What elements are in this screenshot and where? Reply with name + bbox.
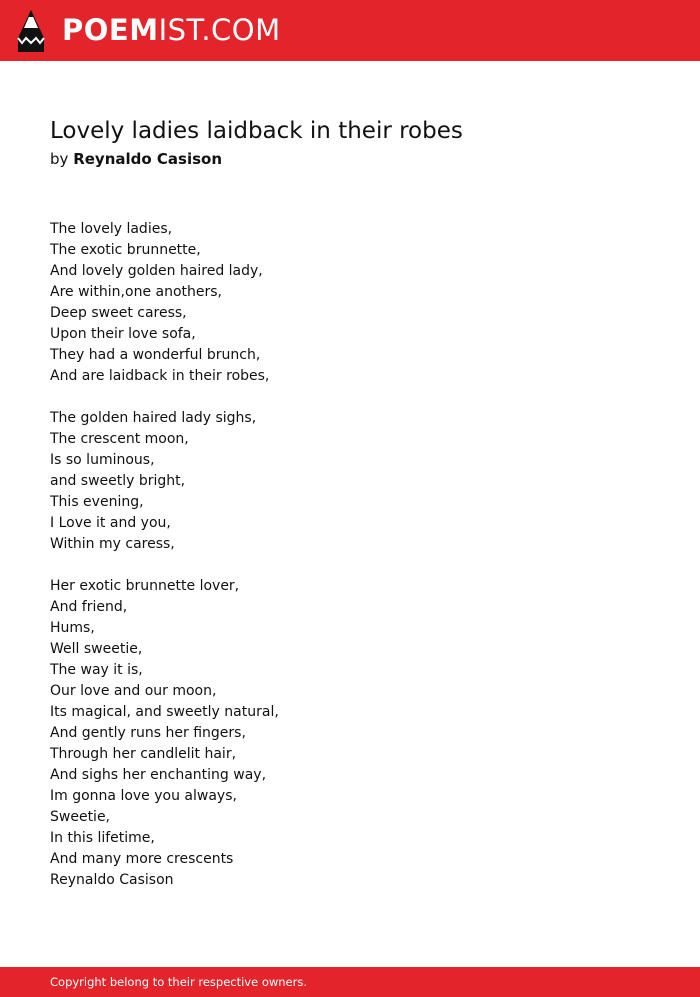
poem-line: And gently runs her fingers, (50, 725, 246, 741)
poem-line: The crescent moon, (50, 431, 189, 447)
poem-line: The golden haired lady sighs, (50, 410, 257, 426)
poem-body (50, 219, 279, 912)
poem-line: Sweetie, (50, 809, 111, 825)
poem-line: They had a wonderful brunch, (50, 347, 261, 363)
poem-line: And friend, (50, 599, 128, 615)
poem-line: Within my caress, (50, 536, 175, 552)
poem-stanza (50, 576, 279, 891)
poem-line: Through her candlelit hair, (50, 746, 237, 762)
site-footer (0, 967, 700, 997)
poem-line: Are within,one anothers, (50, 284, 222, 300)
poem-line: Our love and our moon, (50, 683, 217, 699)
poem-line: Her exotic brunnette lover, (50, 578, 240, 594)
poem-line: The exotic brunnette, (50, 242, 201, 258)
site-header (0, 0, 700, 61)
site-logo[interactable] (62, 12, 281, 48)
poem-line: Is so luminous, (50, 452, 155, 468)
poem-line: This evening, (50, 494, 144, 510)
poem-line: Hums, (50, 620, 95, 636)
poem-line: And are laidback in their robes, (50, 368, 270, 384)
poem-line: Upon their love sofa, (50, 326, 196, 342)
poem-line: I Love it and you, (50, 515, 171, 531)
logo-text-light: IST.COM (158, 13, 281, 47)
copyright-notice: Copyright belong to their respective owners. (50, 975, 308, 989)
poem-stanza (50, 219, 279, 387)
author-name: Reynaldo Casison (73, 150, 223, 168)
poem-line: The way it is, (50, 662, 143, 678)
poem-stanza (50, 408, 279, 555)
poem-title: Lovely ladies laidback in their robes (50, 118, 463, 144)
poem-line: and sweetly bright, (50, 473, 186, 489)
poem-line: Well sweetie, (50, 641, 143, 657)
byline (50, 149, 222, 169)
poem-line: Deep sweet caress, (50, 305, 187, 321)
poem-line: In this lifetime, (50, 830, 155, 846)
poem-line: Its magical, and sweetly natural, (50, 704, 279, 720)
byline-prefix: by (50, 150, 69, 168)
logo-text-bold: POEM (62, 13, 159, 47)
poem-line: And many more crescents (50, 851, 234, 867)
poem-line: The lovely ladies, (50, 221, 173, 237)
poem-line: And lovely golden haired lady, (50, 263, 263, 279)
poem-line: Reynaldo Casison (50, 872, 174, 888)
poem-line: And sighs her enchanting way, (50, 767, 267, 783)
pencil-tip-icon[interactable] (17, 10, 45, 52)
poem-line: Im gonna love you always, (50, 788, 237, 804)
